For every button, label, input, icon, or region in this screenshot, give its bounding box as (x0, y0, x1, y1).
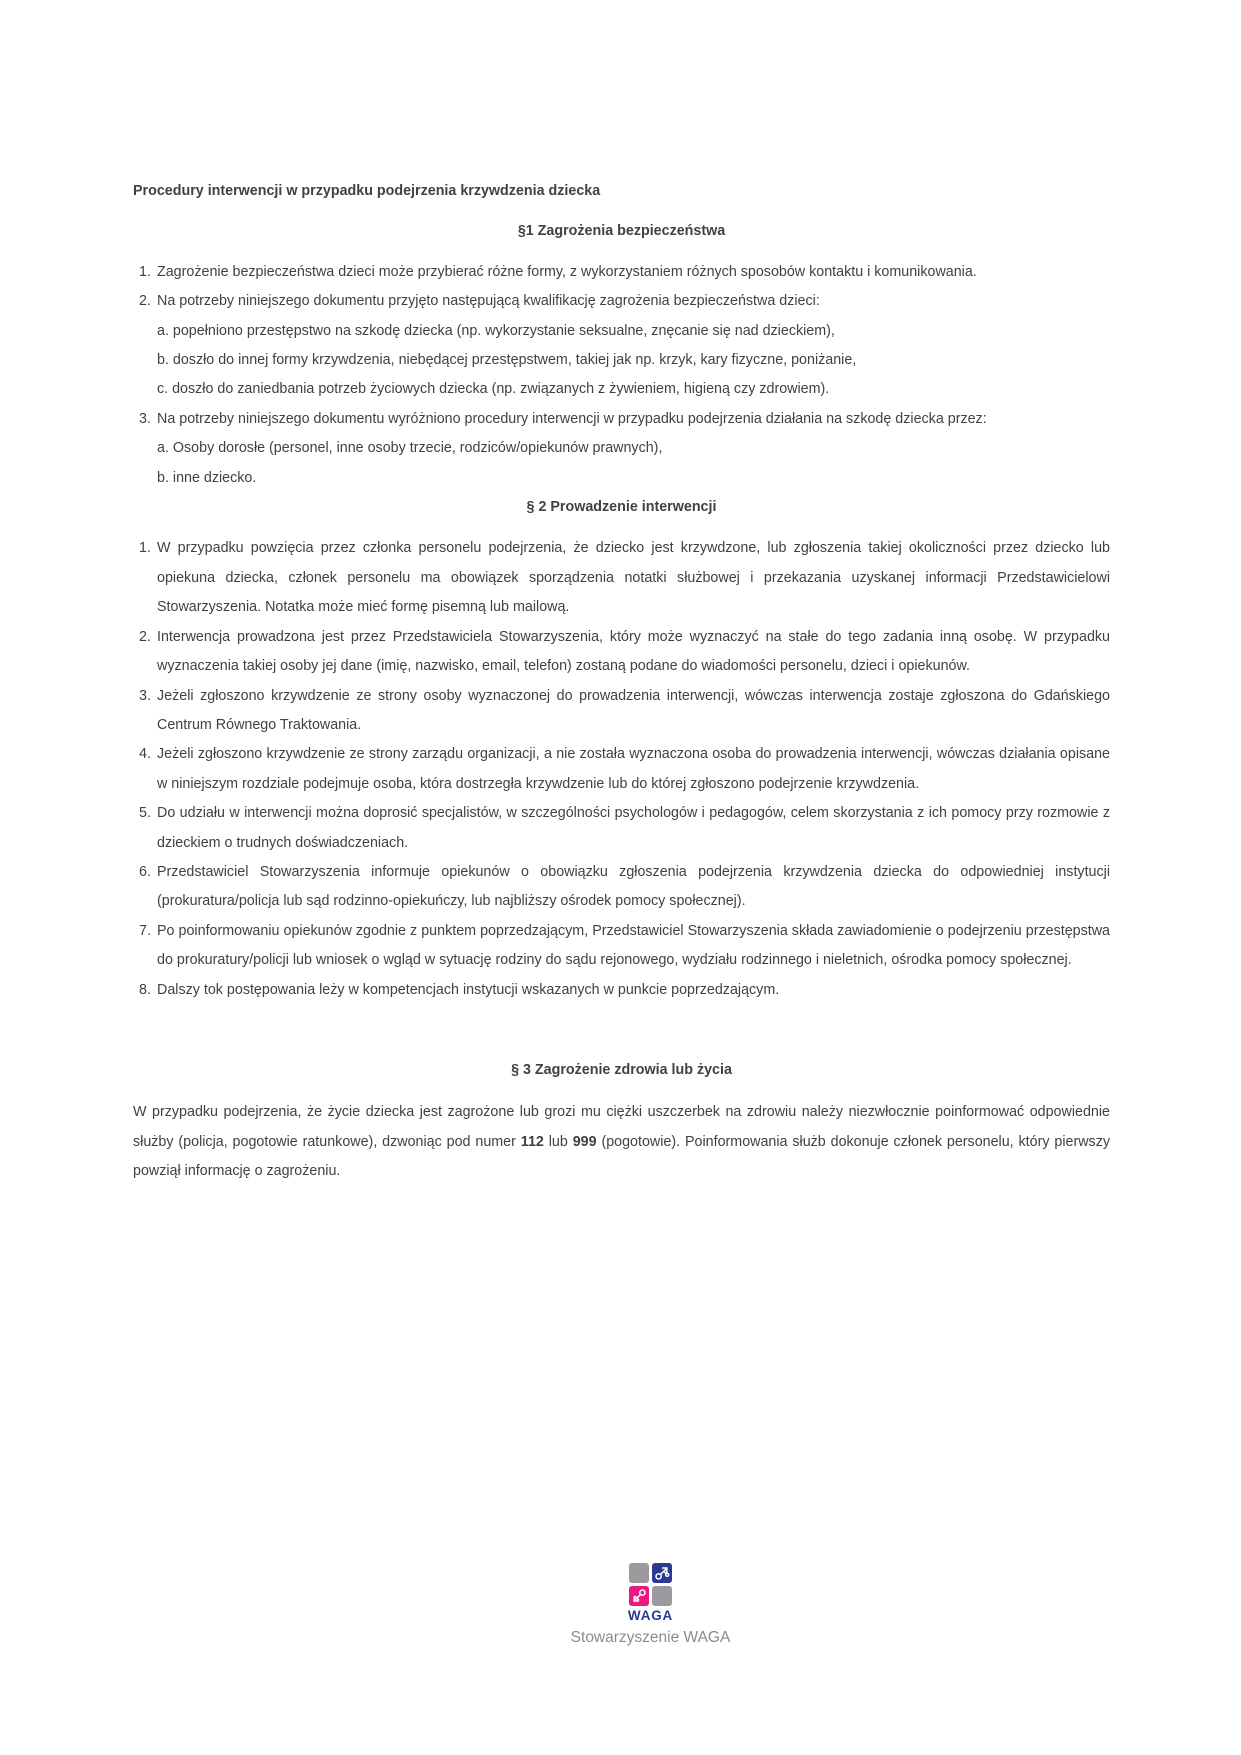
list-item-number: 4. (139, 746, 151, 763)
logo-female-arrow-icon (629, 1586, 649, 1606)
logo-square-gray-bottom-right (652, 1586, 672, 1606)
sub-item: a. Osoby dorosłe (personel, inne osoby trzecie, rodziców/opiekunów prawnych), (157, 440, 663, 457)
sub-item: a. popełniono przestępstwo na szkodę dziecka (np. wykorzystanie seksualne, znęcanie się nad dzieckiem), (157, 322, 835, 339)
list-item-number: 1. (139, 540, 151, 557)
list-item (133, 258, 1110, 287)
list-item-number: 2. (139, 293, 151, 310)
sub-item: b. doszło do innej formy krzywdzenia, niebędącej przestępstwem, takiej jak np. krzyk, kary fizyczne, poniżanie, (157, 352, 857, 369)
list-item-text: Przedstawiciel Stowarzyszenia informuje opiekunów o obowiązku zgłoszenia podejrzenia krzywdzenia dziecka do odpowiedniej instytucji (prokuratura/policja lub sąd rodzinno-opiekuńczy, lub najbliższy ośrodek pomocy społecznej). (157, 863, 1110, 910)
section1-list (133, 258, 1110, 493)
logo-male-arrow-icon (652, 1563, 672, 1583)
section3-heading: § 3 Zagrożenie zdrowia lub życia (511, 1061, 732, 1078)
document-content (133, 177, 1110, 1187)
list-item-text: Po poinformowaniu opiekunów zgodnie z punktem poprzedzającym, Przedstawiciel Stowarzyszenia składa zawiadomienie o podejrzeniu przestępstwa do prokuratury/policji lub wniosek o wgląd w sytuację rodziny do sądu rejonowego, wydziału rodzinnego i nieletnich, ośrodka pomocy społecznej. (157, 922, 1110, 969)
list-item (133, 405, 1110, 493)
list-item (133, 287, 1110, 405)
footer (60, 1563, 1241, 1648)
waga-logo (629, 1563, 672, 1606)
list-item (133, 917, 1110, 976)
list-item-text: Jeżeli zgłoszono krzywdzenie ze strony osoby wyznaczonej do prowadzenia interwencji, wówczas interwencja zostaje zgłoszona do Gdańskiego Centrum Równego Traktowania. (157, 687, 1110, 733)
list-item-text: Na potrzeby niniejszego dokumentu przyjęto następującą kwalifikację zagrożenia bezpieczeństwa dzieci: (157, 293, 820, 310)
list-item (133, 534, 1110, 622)
list-item-number: 2. (139, 628, 151, 645)
list-item-number: 1. (139, 263, 151, 280)
section2-list (133, 534, 1110, 1005)
list-item-text: Interwencja prowadzona jest przez Przedstawiciela Stowarzyszenia, który może wyznaczyć na stałe do tego zadania inną osobę. W przypadku wyznaczenia takiej osoby jej dane (imię, nazwisko, email, telefon) zostaną podane do wiadomości personelu, dzieci i opiekunów. (157, 628, 1110, 675)
list-item-number: 7. (139, 922, 151, 939)
section2-heading: § 2 Prowadzenie interwencji (526, 499, 717, 516)
logo-wordmark: WAGA (627, 1608, 674, 1623)
list-item-text: Na potrzeby niniejszego dokumentu wyróżniono procedury interwencji w przypadku podejrzenia działania na szkodę dziecka przez: (157, 410, 987, 427)
logo-square-gray-top-left (629, 1563, 649, 1583)
list-item-text: Dalszy tok postępowania leży w kompetencjach instytucji wskazanych w punkcie poprzedzającym. (157, 981, 780, 998)
list-item-text: Do udziału w interwencji można doprosić specjalistów, w szczególności psychologów i pedagogów, celem skorzystania z ich pomocy przy rozmowie z dzieckiem o trudnych doświadczeniach. (157, 805, 1110, 851)
footer-caption: Stowarzyszenie WAGA (570, 1629, 731, 1646)
section3-paragraph: W przypadku podejrzenia, że życie dziecka jest zagrożone lub grozi mu ciężki uszczerbek na zdrowiu należy niezwłocznie poinformować odpowiednie służby (policja, pogotowie ratunkowe), dzwoniąc pod numer 112 lub 999 (pogotowie). Poinformowania służb dokonuje członek personelu, który pierwszy powziął informację o zagrożeniu. (133, 1104, 1110, 1180)
list-item (133, 799, 1110, 858)
list-item-number: 6. (139, 863, 151, 880)
list-item-text: W przypadku powzięcia przez członka personelu podejrzenia, że dziecko jest krzywdzone, lub zgłoszenia takiej okoliczności przez dziecko lub opiekuna dziecka, członek personelu ma obowiązek sporządzenia notatki służbowej i przekazania uzyskanej informacji Przedstawicielowi Stowarzyszenia. Notatka może mieć formę pisemną lub mailową. (157, 540, 1110, 616)
document-title: Procedury interwencji w przypadku podejrzenia krzywdzenia dziecka (133, 183, 601, 199)
list-item (133, 623, 1110, 682)
list-item (133, 858, 1110, 917)
list-item (133, 976, 1110, 1005)
list-item (133, 682, 1110, 741)
sub-item: c. doszło do zaniedbania potrzeb życiowych dziecka (np. związanych z żywieniem, higieną czy zdrowiem). (157, 381, 830, 398)
list-item-text: Jeżeli zgłoszono krzywdzenie ze strony zarządu organizacji, a nie została wyznaczona osoba do prowadzenia interwencji, wówczas działania opisane w niniejszym rozdziale podejmuje osoba, która dostrzegła krzywdzenie lub do której zgłoszono podejrzenie krzywdzenia. (157, 746, 1110, 792)
list-item (133, 740, 1110, 799)
list-item-text: Zagrożenie bezpieczeństwa dzieci może przybierać różne formy, z wykorzystaniem różnych sposobów kontaktu i komunikowania. (157, 263, 977, 280)
sub-item: b. inne dziecko. (157, 469, 257, 486)
list-item-number: 5. (139, 805, 151, 822)
list-item-number: 3. (139, 687, 151, 704)
list-item-number: 3. (139, 410, 151, 427)
section1-heading: §1 Zagrożenia bezpieczeństwa (517, 223, 726, 240)
list-item-number: 8. (139, 981, 151, 998)
